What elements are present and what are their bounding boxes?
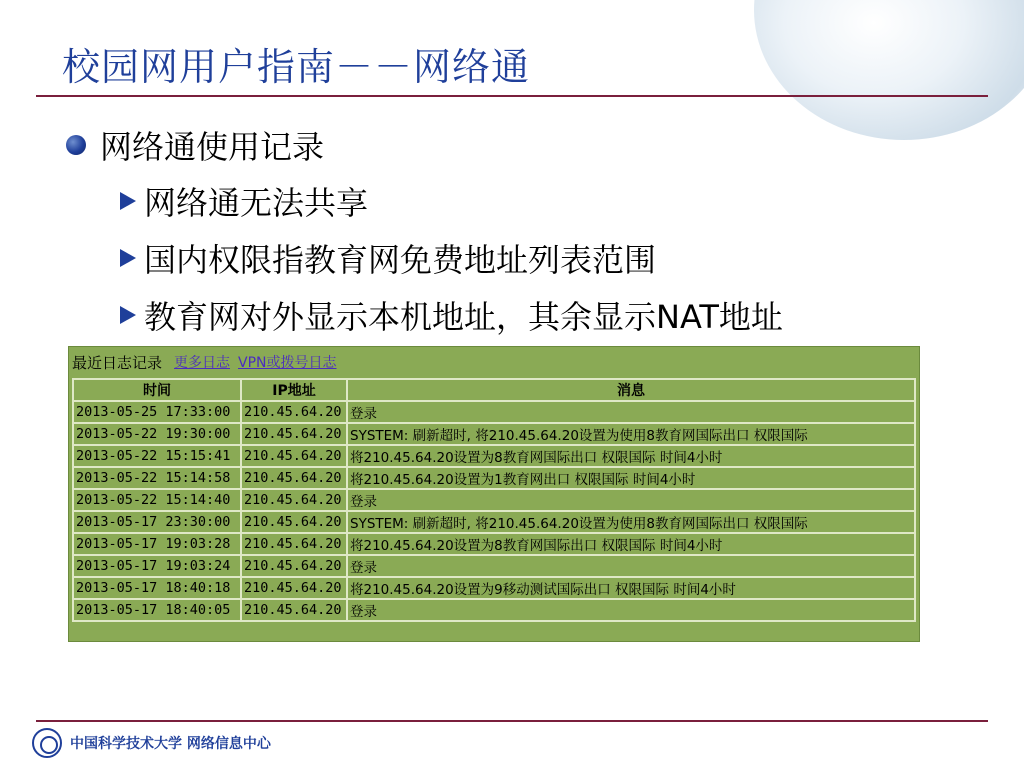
log-time-cell: 2013-05-17 19:03:28 bbox=[73, 533, 241, 555]
log-time-cell: 2013-05-22 15:14:58 bbox=[73, 467, 241, 489]
sub-bullet-1 bbox=[120, 178, 368, 224]
triangle-bullet-icon bbox=[120, 249, 136, 267]
university-seal-icon bbox=[32, 728, 62, 758]
title-divider bbox=[36, 95, 988, 97]
log-time-cell: 2013-05-22 15:15:41 bbox=[73, 445, 241, 467]
sub-bullet-3 bbox=[120, 292, 783, 338]
main-bullet-text: 网络通使用记录 bbox=[100, 128, 325, 166]
sub-bullet-2 bbox=[120, 235, 656, 281]
log-row bbox=[73, 599, 915, 621]
log-row bbox=[73, 445, 915, 467]
log-ip-cell: 210.45.64.20 bbox=[241, 467, 347, 489]
log-row bbox=[73, 401, 915, 423]
bullet-dot-icon bbox=[66, 135, 86, 155]
footer-org-text: 中国科学技术大学 网络信息中心 bbox=[70, 736, 271, 752]
decorative-globe bbox=[754, 0, 1024, 140]
log-ip-cell: 210.45.64.20 bbox=[241, 489, 347, 511]
log-message-cell: 将210.45.64.20设置为8教育网国际出口 权限国际 时间4小时 bbox=[347, 533, 915, 555]
main-bullet bbox=[66, 122, 324, 168]
log-message-cell: 将210.45.64.20设置为1教育网出口 权限国际 时间4小时 bbox=[347, 467, 915, 489]
log-ip-cell: 210.45.64.20 bbox=[241, 423, 347, 445]
footer-divider bbox=[36, 720, 988, 722]
log-time-cell: 2013-05-25 17:33:00 bbox=[73, 401, 241, 423]
sub-bullet-text: 教育网对外显示本机地址，其余显示NAT地址 bbox=[144, 298, 783, 336]
footer bbox=[32, 728, 271, 758]
log-heading: 最近日志记录 bbox=[72, 353, 163, 372]
log-row bbox=[73, 533, 915, 555]
log-row bbox=[73, 511, 915, 533]
log-message-cell: SYSTEM: 刷新超时, 将210.45.64.20设置为使用8教育网国际出口 权限国际 bbox=[347, 423, 915, 445]
log-row bbox=[73, 489, 915, 511]
log-row bbox=[73, 577, 915, 599]
log-ip-cell: 210.45.64.20 bbox=[241, 555, 347, 577]
log-ip-cell: 210.45.64.20 bbox=[241, 445, 347, 467]
more-logs-link[interactable]: 更多日志 bbox=[174, 355, 231, 371]
slide-title: 校园网用户指南－－网络通 bbox=[62, 45, 531, 89]
log-time-cell: 2013-05-22 15:14:40 bbox=[73, 489, 241, 511]
log-ip-cell: 210.45.64.20 bbox=[241, 599, 347, 621]
log-message-cell: 登录 bbox=[347, 401, 915, 423]
log-time-cell: 2013-05-17 19:03:24 bbox=[73, 555, 241, 577]
log-table bbox=[72, 378, 916, 622]
vpn-logs-link[interactable]: VPN或拨号日志 bbox=[238, 355, 337, 371]
log-time-cell: 2013-05-17 18:40:05 bbox=[73, 599, 241, 621]
triangle-bullet-icon bbox=[120, 306, 136, 324]
log-message-cell: 登录 bbox=[347, 555, 915, 577]
log-ip-cell: 210.45.64.20 bbox=[241, 533, 347, 555]
log-row bbox=[73, 555, 915, 577]
log-ip-cell: 210.45.64.20 bbox=[241, 511, 347, 533]
log-row bbox=[73, 467, 915, 489]
log-time-cell: 2013-05-17 18:40:18 bbox=[73, 577, 241, 599]
sub-bullet-text: 国内权限指教育网免费地址列表范围 bbox=[144, 241, 657, 279]
sub-bullet-text: 网络通无法共享 bbox=[144, 184, 369, 222]
log-ip-cell: 210.45.64.20 bbox=[241, 577, 347, 599]
log-time-cell: 2013-05-17 23:30:00 bbox=[73, 511, 241, 533]
column-header-time: 时间 bbox=[73, 379, 241, 401]
column-header-message: 消息 bbox=[347, 379, 915, 401]
log-message-cell: 将210.45.64.20设置为8教育网国际出口 权限国际 时间4小时 bbox=[347, 445, 915, 467]
triangle-bullet-icon bbox=[120, 192, 136, 210]
log-ip-cell: 210.45.64.20 bbox=[241, 401, 347, 423]
log-message-cell: 将210.45.64.20设置为9移动测试国际出口 权限国际 时间4小时 bbox=[347, 577, 915, 599]
log-panel-header bbox=[69, 347, 919, 377]
log-table-header-row bbox=[73, 379, 915, 401]
log-panel bbox=[68, 346, 920, 642]
log-time-cell: 2013-05-22 19:30:00 bbox=[73, 423, 241, 445]
column-header-ip: IP地址 bbox=[241, 379, 347, 401]
log-message-cell: SYSTEM: 刷新超时, 将210.45.64.20设置为使用8教育网国际出口 权限国际 bbox=[347, 511, 915, 533]
log-message-cell: 登录 bbox=[347, 489, 915, 511]
log-row bbox=[73, 423, 915, 445]
log-message-cell: 登录 bbox=[347, 599, 915, 621]
